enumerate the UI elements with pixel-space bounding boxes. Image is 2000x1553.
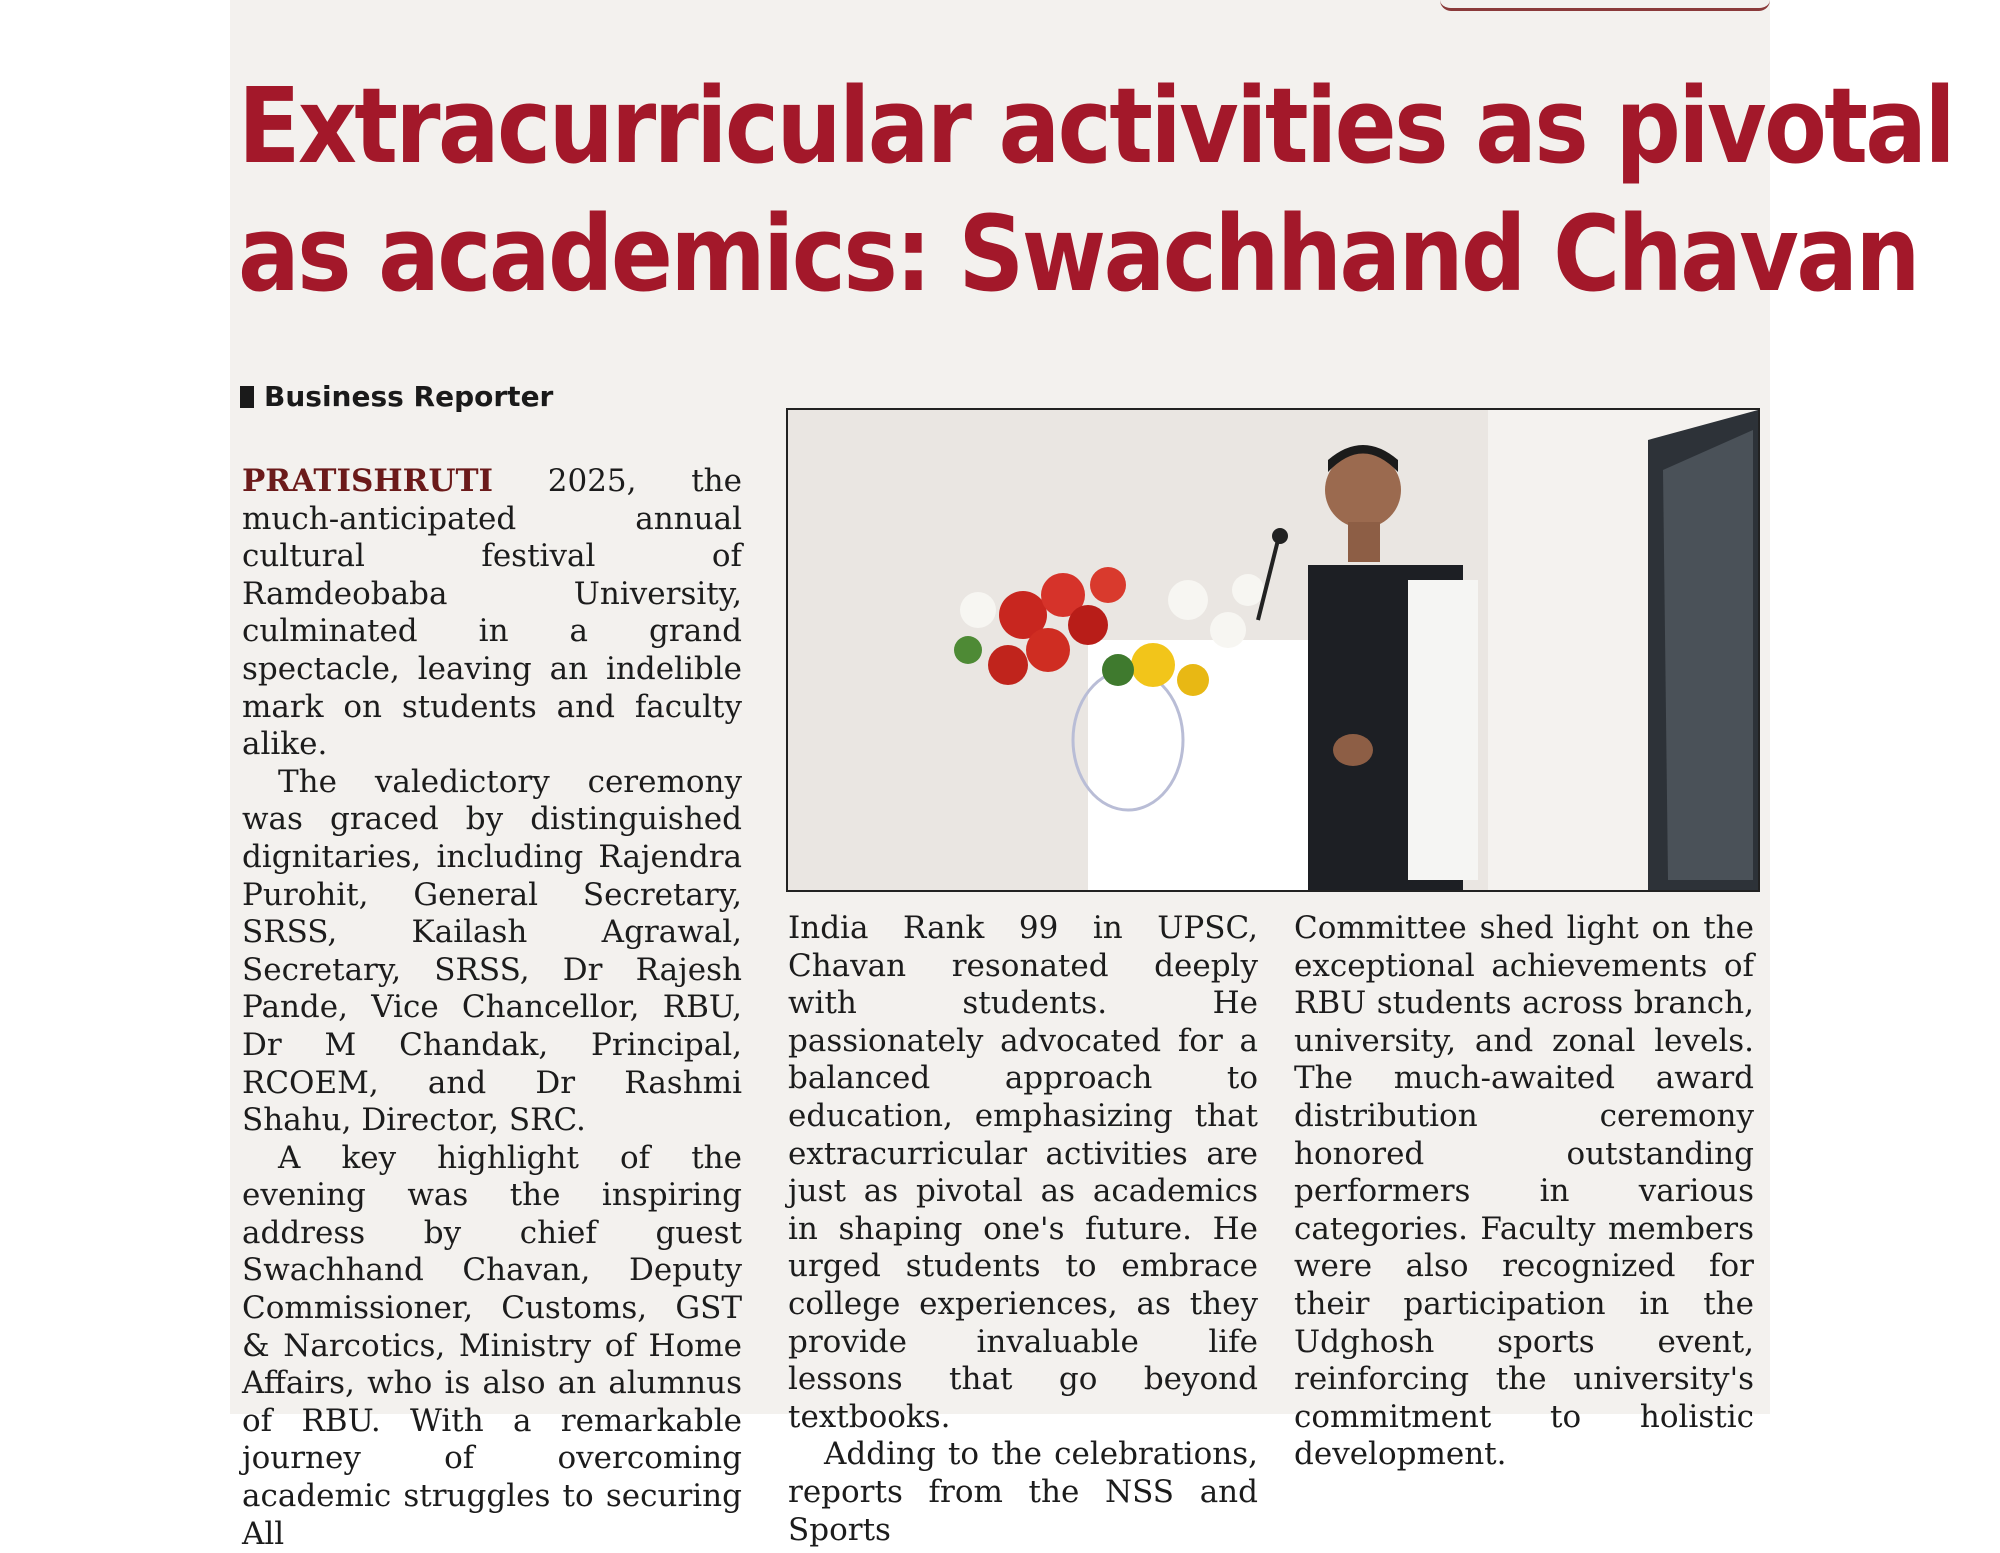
speaker-photo [786,408,1760,892]
paragraph: The valedictory ceremony was graced by distinguished dignitaries, including Rajendra Purohit, General Secretary, SRSS, Kailash Agrawal, Secretary, SRSS, Dr Rajesh Pande, Vice Chancellor, RBU, Dr M Chandak, Principal, RCOEM, and Dr Rashmi Shahu, Director, SRC. [242,763,742,1139]
paragraph: India Rank 99 in UPSC, Chavan resonated deeply with students. He passionately advocated for a balanced approach to education, emphasizing that extracurricular activities are just as pivotal as academics in shaping one's future. He urged students to embrace college experiences, as they provide invaluable life lessons that go beyond textbooks. [788,910,1258,1435]
headline [238,62,1954,318]
column-2 [788,910,1258,1549]
byline-text: Business Reporter [264,380,554,413]
page-ornament [1440,0,1770,11]
column-3 [1294,910,1754,1474]
lead-word: PRATISHRUTI [242,463,494,499]
headline-line-1: Extracurricular activities as pivotal [238,65,1954,187]
paragraph: PRATISHRUTI 2025, the much-anticipated annual cultural festival of Ramdeobaba University, culminated in a grand spectacle, leaving an indelible mark on students and faculty alike. [242,463,742,763]
headline-line-2: as academics: Swachhand Chavan [238,193,1918,315]
paragraph: A key highlight of the evening was the inspiring address by chief guest Swachhand Chavan, Deputy Commissioner, Customs, GST & Narcotics, Ministry of Home Affairs, who is also an alumnus of RBU. With a remarkable journey of overcoming academic struggles to securing All [242,1139,742,1552]
byline-bullet-icon [240,386,254,408]
byline [240,380,553,413]
paragraph: Adding to the celebrations, reports from the NSS and Sports [788,1436,1258,1548]
column-1 [242,463,742,1553]
paragraph: Committee shed light on the exceptional achievements of RBU students across branch, university, and zonal levels. The much-awaited award distribution ceremony honored outstanding performers in various categories. Faculty members were also recognized for their participation in the Udghosh sports event, reinforcing the university's commitment to holistic development. [1294,910,1754,1473]
speaker-photo-illustration [788,410,1758,890]
